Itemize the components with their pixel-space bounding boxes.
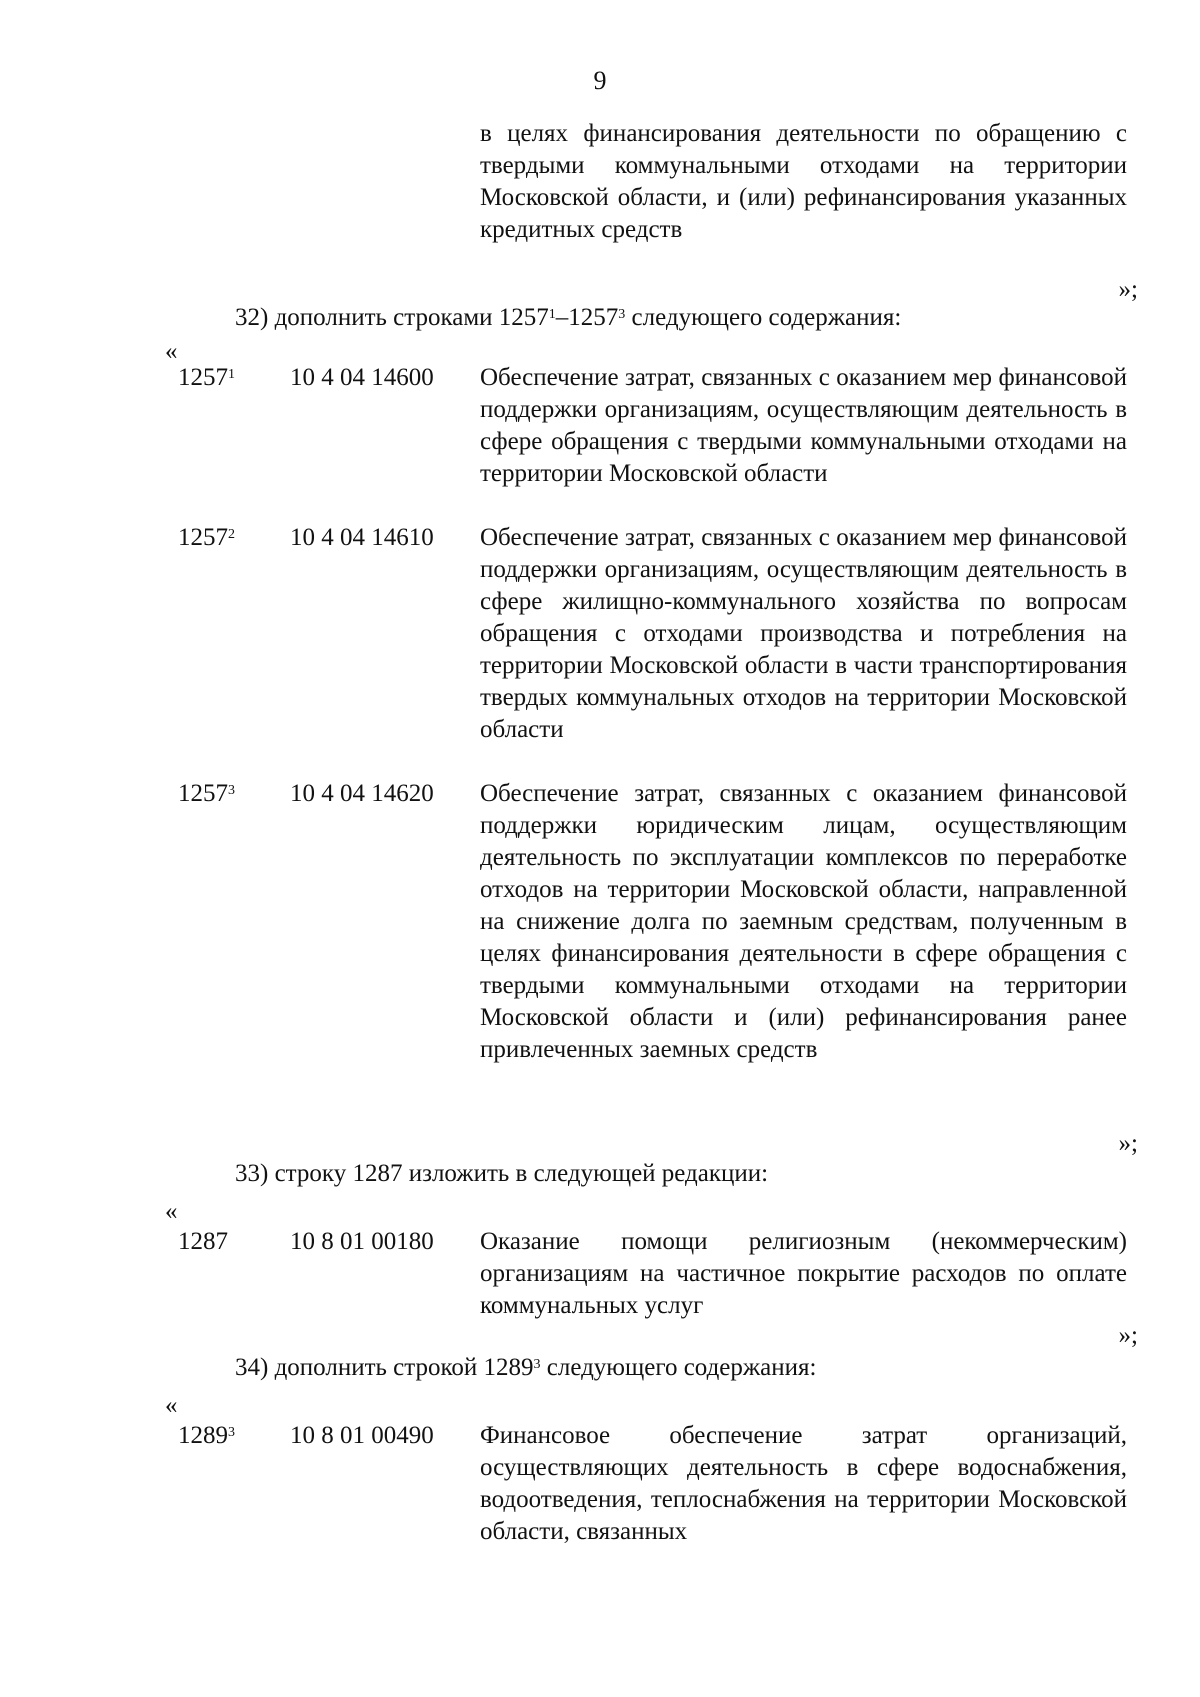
row-code: 10 8 01 00490: [290, 1422, 434, 1449]
instruction-33: 33) строку 1287 изложить в следующей редакции:: [235, 1160, 769, 1187]
opening-quote: «: [165, 1392, 178, 1419]
row-description: Финансовое обеспечение затрат организаций, осуществляющих деятельность в сфере водоснабжения, водоотведения, теплоснабжения на территории Московской области, связанных: [480, 1422, 1127, 1545]
opening-quote: «: [165, 1198, 178, 1225]
row-code: 10 4 04 14600: [290, 364, 434, 391]
row-description: Обеспечение затрат, связанных с оказанием мер финансовой поддержки организациям, осуществляющим деятельность в сфере жилищно-коммунального хозяйства по вопросам обращения с отходами производства и потребления на территории Московской области в части транспортирования твердых коммунальных отходов на территории Московской области: [480, 524, 1127, 743]
page-number: 9: [593, 66, 607, 95]
row-number: 1257$^1$: [178, 364, 235, 391]
opening-quote: «: [165, 338, 178, 365]
row-description: Обеспечение затрат, связанных с оказанием финансовой поддержки юридическим лицам, осуществляющим деятельность по эксплуатации комплексов по переработке отходов на территории Московской области, направленной на снижение долга по заемным средствам, полученным в целях финансирования деятельности в сфере обращения с твердыми коммунальными отходами на территории Московской области и (или) рефинансирования ранее привлеченных заемных средств: [480, 780, 1127, 1063]
row-number: 1257$^2$: [178, 524, 235, 551]
closing-quote: »;: [1118, 1322, 1138, 1349]
instruction-32: 32) дополнить строками 1257$^1$–1257$^3$ следующего содержания:: [235, 304, 902, 331]
row-number: 1289$^3$: [178, 1422, 235, 1449]
row-description: Оказание помощи религиозным (некоммерческим) организациям на частичное покрытие расходов по оплате коммунальных услуг: [480, 1228, 1127, 1319]
instruction-34: 34) дополнить строкой 1289$^3$ следующего содержания:: [235, 1354, 817, 1381]
row-description: Обеспечение затрат, связанных с оказанием мер финансовой поддержки организациям, осуществляющим деятельность в сфере обращения с твердыми коммунальными отходами на территории Московской области: [480, 364, 1127, 487]
row-code: 10 4 04 14610: [290, 524, 434, 551]
row-number: 1287: [178, 1228, 228, 1255]
continuation-text: в целях финансирования деятельности по обращению с твердыми коммунальными отходами на территории Московской области, и (или) рефинансирования указанных кредитных средств: [480, 120, 1127, 243]
row-number: 1257$^3$: [178, 780, 235, 807]
row-code: 10 8 01 00180: [290, 1228, 434, 1255]
closing-quote: »;: [1118, 1130, 1138, 1157]
closing-quote: »;: [1118, 276, 1138, 303]
row-code: 10 4 04 14620: [290, 780, 434, 807]
